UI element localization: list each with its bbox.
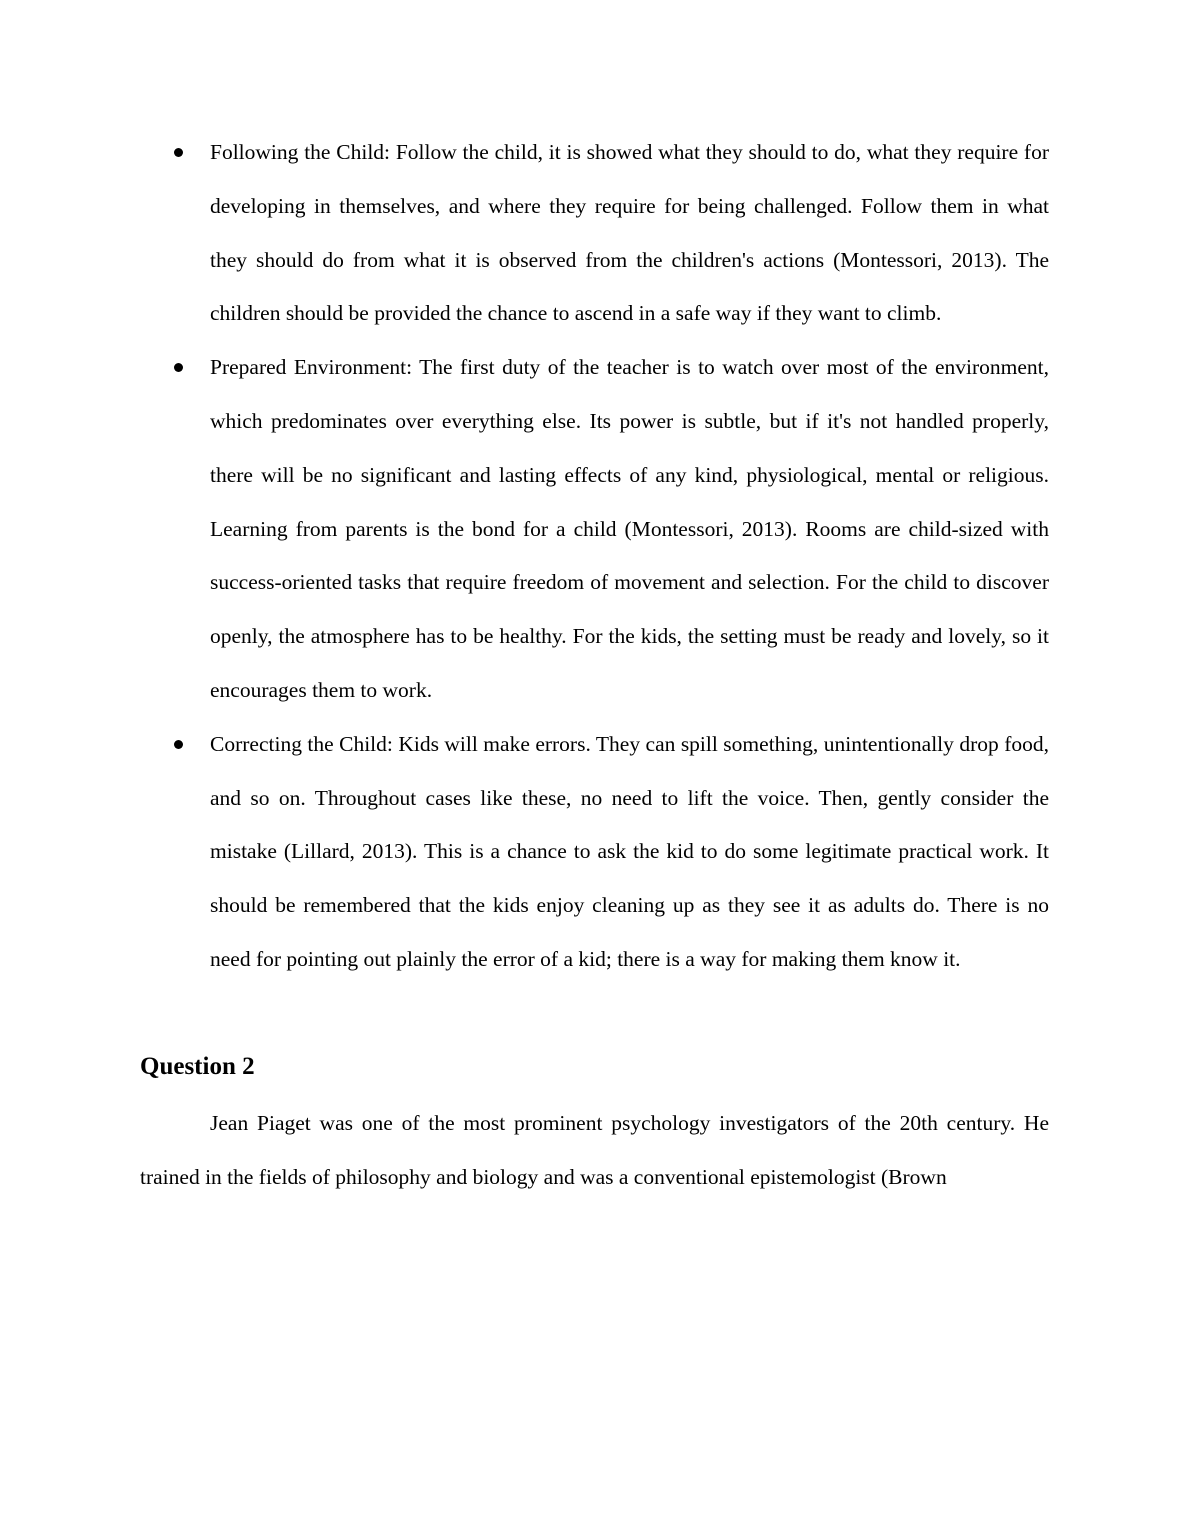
page-content <box>140 126 1049 1204</box>
bullet-text: Correcting the Child: Kids will make errors. They can spill something, unintentionally drop food, and so on. Throughout cases like these, no need to lift the voice. Then, gently consider the mistake (Lillard, 2013). This is a chance to ask the kid to do some legitimate practical work. It should be remembered that the kids enjoy cleaning up as they see it as adults do. There is no need for pointing out plainly the error of a kid; there is a way for making them know it. <box>210 731 1049 971</box>
bullet-text: Prepared Environment: The first duty of the teacher is to watch over most of the environment, which predominates over everything else. Its power is subtle, but if it's not handled properly, there will be no significant and lasting effects of any kind, physiological, mental or religious. Learning from parents is the bond for a child (Montessori, 2013). Rooms are child-sized with success-oriented tasks that require freedom of movement and selection. For the child to discover openly, the atmosphere has to be healthy. For the kids, the setting must be ready and lovely, so it encourages them to work. <box>210 355 1049 702</box>
bullet-point-icon <box>174 363 183 372</box>
bullet-text: Following the Child: Follow the child, it is showed what they should to do, what they require for developing in themselves, and where they require for being challenged. Follow them in what they should do from what it is observed from the children's actions (Montessori, 2013). The children should be provided the chance to ascend in a safe way if they want to climb. <box>210 140 1049 326</box>
bullet-item-correcting-the-child <box>140 718 1049 987</box>
bullet-item-following-the-child <box>140 126 1049 341</box>
body-paragraph: Jean Piaget was one of the most prominent psychology investigators of the 20th century. He trained in the fields of philosophy and biology and was a conventional epistemologist (Brown <box>140 1110 1049 1189</box>
section-heading: Question 2 <box>140 1052 255 1080</box>
bullet-point-icon <box>174 148 183 157</box>
bullet-item-prepared-environment <box>140 341 1049 718</box>
bullet-point-icon <box>174 740 183 749</box>
bullet-list <box>140 126 1049 987</box>
